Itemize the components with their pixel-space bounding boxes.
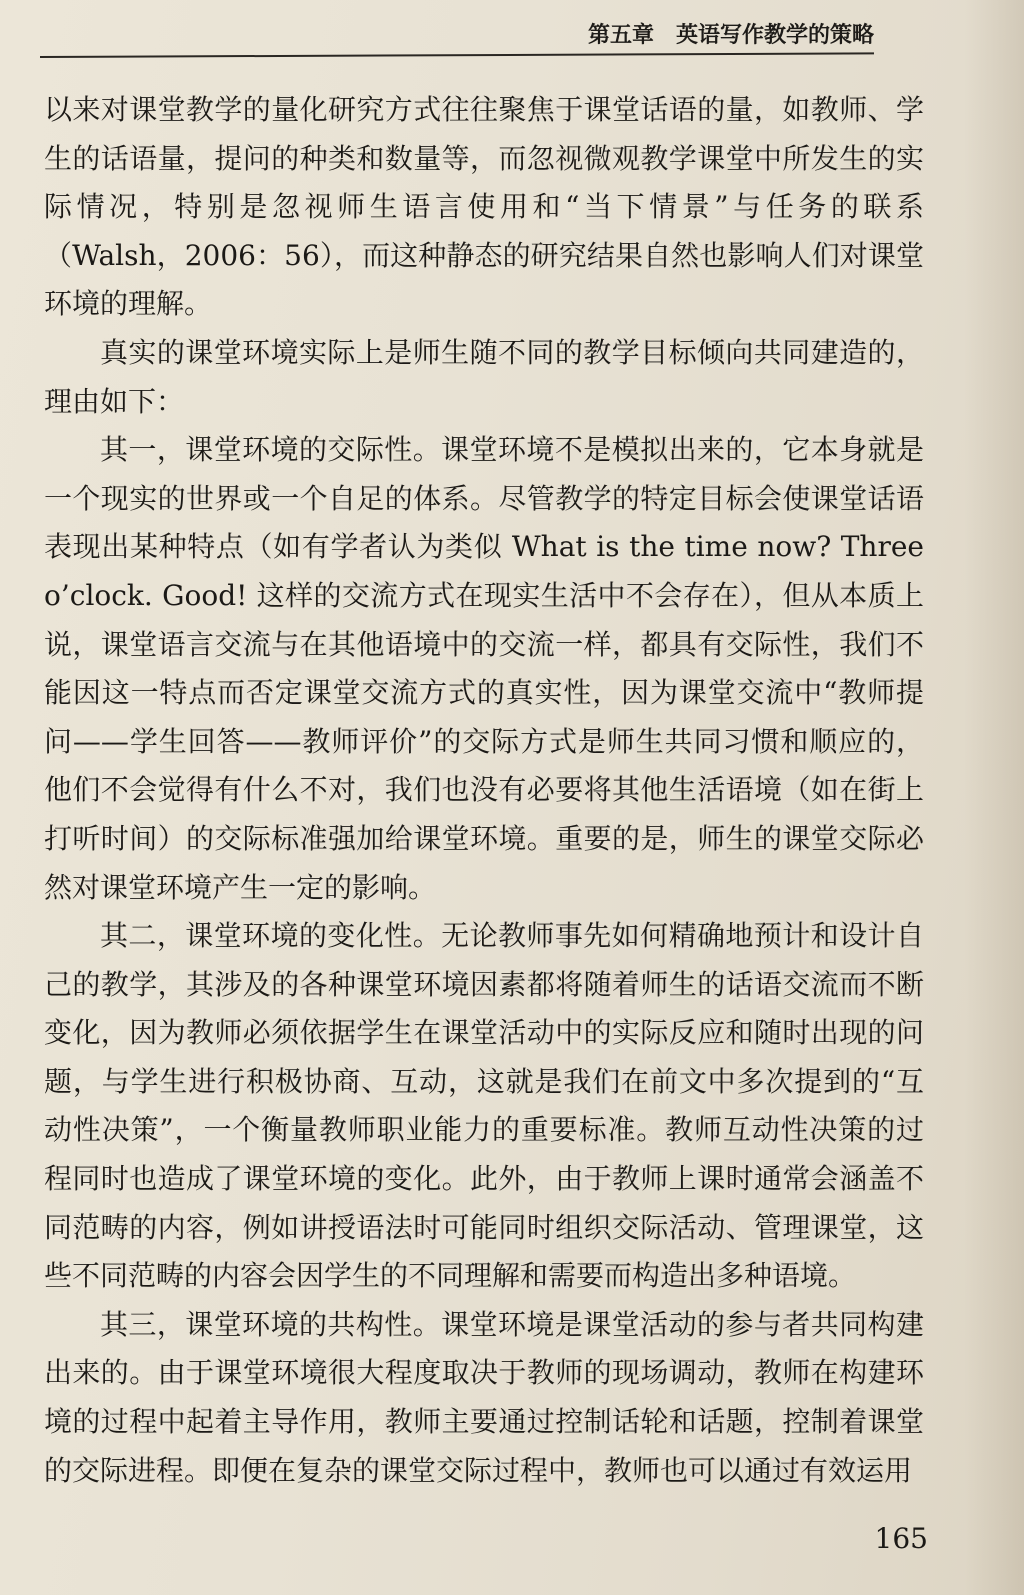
header-rule [40, 52, 874, 58]
page-edge-shadow [964, 0, 1024, 1595]
page-number: 165 [874, 1522, 928, 1555]
paragraph-continued: 以来对课堂教学的量化研究方式往往聚焦于课堂话语的量，如教师、学生的话语量，提问的种类和数量等，而忽视微观教学课堂中所发生的实际情况，特别是忽视师生语言使用和“当下情景”与任务的联系（Walsh，2006：56），而这种静态的研究结果自然也影响人们对课堂环境的理解。 [44, 93, 924, 321]
chapter-label: 第五章 [587, 23, 654, 48]
paragraph: 其一，课堂环境的交际性。课堂环境不是模拟出来的，它本身就是一个现实的世界或一个自足的体系。尽管教学的特定目标会使课堂话语表现出某种特点（如有学者认为类似 What is the time now? Three o’clock. Good! 这样的交流方式在现实生活中不会存在），但从本质上说，课堂语言交流与在其他语境中的交流一样，都具有交际性，我们不能因这一特点而否定课堂交流方式的真实性，因为课堂交流中“教师提问——学生回答——教师评价”的交际方式是师生共同习惯和顺应的，他们不会觉得有什么不对，我们也没有必要将其他生活语境（如在街上打听时间）的交际标准强加给课堂环境。重要的是，师生的课堂交际必然对课堂环境产生一定的影响。 [44, 433, 924, 904]
header-text [588, 18, 874, 49]
body-text [44, 86, 924, 1495]
chapter-title: 英语写作教学的策略 [675, 23, 874, 48]
running-header [40, 12, 874, 52]
paragraph: 其三，课堂环境的共构性。课堂环境是课堂活动的参与者共同构建出来的。由于课堂环境很大程度取决于教师的现场调动，教师在构建环境的过程中起着主导作用，教师主要通过控制话轮和话题，控制着课堂的交际进程。即便在复杂的课堂交际过程中，教师也可以通过有效运用 [44, 1307, 924, 1487]
paragraph: 其二，课堂环境的变化性。无论教师事先如何精确地预计和设计自己的教学，其涉及的各种课堂环境因素都将随着师生的话语交流而不断变化，因为教师必须依据学生在课堂活动中的实际反应和随时出现的问题，与学生进行积极协商、互动，这就是我们在前文中多次提到的“互动性决策”，一个衡量教师职业能力的重要标准。教师互动性决策的过程同时也造成了课堂环境的变化。此外，由于教师上课时通常会涵盖不同范畴的内容，例如讲授语法时可能同时组织交际活动、管理课堂，这些不同范畴的内容会因学生的不同理解和需要而构造出多种语境。 [44, 919, 924, 1293]
paragraph: 真实的课堂环境实际上是师生随不同的教学目标倾向共同建造的，理由如下： [44, 335, 924, 418]
